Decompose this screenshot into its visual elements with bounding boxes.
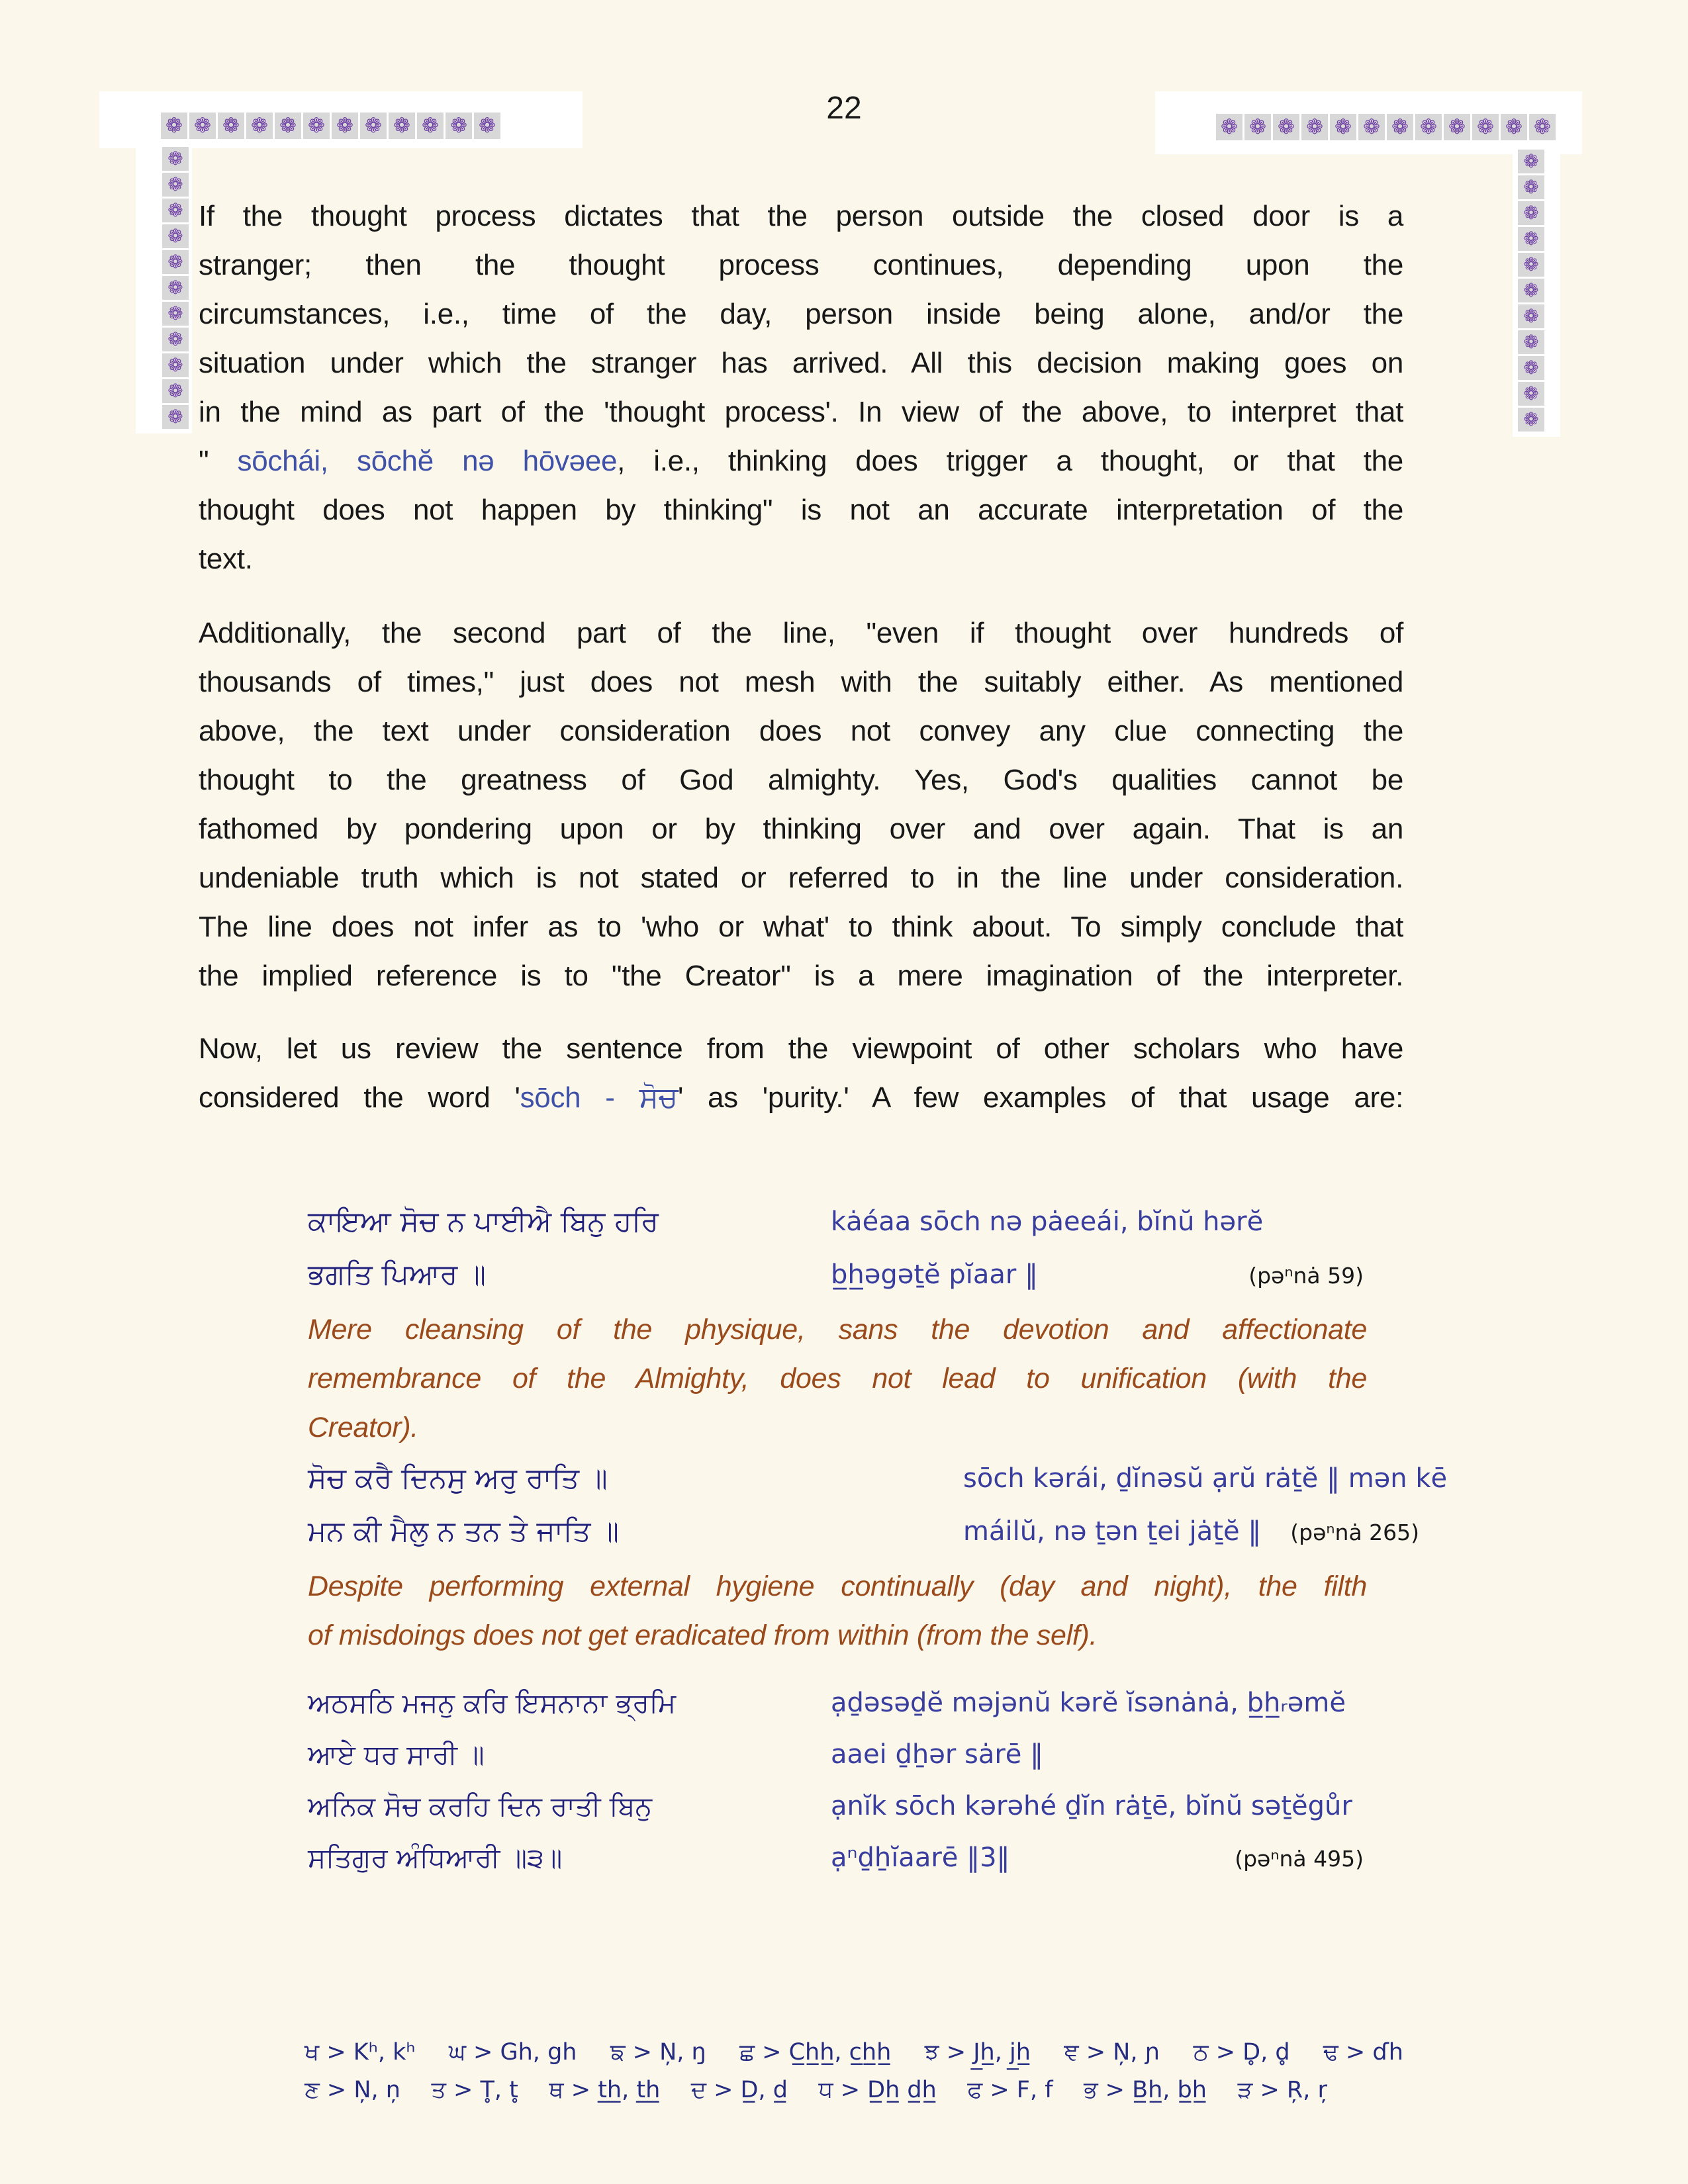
phonetic-mapping: ਞ > N̦, ɲ <box>1064 2039 1160 2066</box>
translation-line: Creator). <box>308 1412 418 1443</box>
phonetic-mapping: ਣ > N̦, n̦ <box>305 2077 400 2103</box>
phonetic-mapping: ਭ > B̲h̲, b̲h̲ <box>1084 2077 1207 2103</box>
flower-glyph: ❁ <box>450 113 467 138</box>
text-segment: above, the text under consideration does not convey any clue connecting the <box>199 715 1403 747</box>
flower-glyph: ❁ <box>1505 114 1523 139</box>
transliteration-line <box>963 1505 1420 1559</box>
flower-rosette-icon <box>1518 201 1544 225</box>
text-segment: thought does not happen by thinking" is not an accurate interpretation of the <box>199 494 1403 526</box>
text-segment: " <box>199 445 238 477</box>
text-line <box>199 437 1403 486</box>
flower-glyph: ❁ <box>1278 114 1295 139</box>
text-line <box>199 486 1403 535</box>
flower-glyph: ❁ <box>422 113 439 138</box>
flower-glyph: ❁ <box>1249 114 1266 139</box>
scripture-quote <box>308 1452 1448 1559</box>
phonetic-mapping: ਖ > Kʰ, kʰ <box>305 2039 416 2066</box>
phonetic-mapping: ੜ > R̦, r̦ <box>1237 2077 1327 2103</box>
text-line <box>199 1073 1403 1122</box>
phonetic-mapping: ਢ > ɗh <box>1323 2039 1403 2066</box>
text-line <box>199 1024 1403 1073</box>
flower-glyph: ❁ <box>165 113 183 138</box>
paragraph <box>199 1024 1403 1122</box>
text-line <box>199 339 1403 388</box>
gurmukhi-line: ਸਤਿਗੁਰ ਅੰਧਿਆਰੀ ॥੩॥ <box>308 1842 563 1874</box>
transliteration-line <box>831 1677 1403 1729</box>
flower-glyph: ❁ <box>167 354 183 376</box>
transliteration-text: ạⁿḏẖĭaarē ‖3‖ <box>831 1843 1010 1873</box>
gurmukhi-line: ਕਾਇਆ ਸੋਚ ਨ ਪਾਈਐ ਬਿਨੁ ਹਰਿ <box>308 1205 659 1238</box>
flower-rosette-icon <box>1518 150 1544 173</box>
text-line <box>199 388 1403 437</box>
flower-glyph: ❁ <box>167 225 183 247</box>
flower-glyph: ❁ <box>1523 383 1539 404</box>
transliteration-column <box>831 1677 1403 1885</box>
text-segment: thought to the greatness of God almighty. Yes, God's qualities cannot be <box>199 764 1403 796</box>
transliteration-text: kȧéaa sōch nə pȧeeái, bĭnŭ hərĕ <box>831 1206 1264 1237</box>
flower-glyph: ❁ <box>393 113 410 138</box>
text-segment: undeniable truth which is not stated or referred to in the line under consideration. <box>199 862 1403 894</box>
transliteration-line <box>831 1780 1403 1832</box>
text-segment: in the mind as part of the 'thought process'. In view of the above, to interpret that <box>199 396 1403 428</box>
phonetic-mapping: ਤ > T̥, t̥ <box>431 2077 518 2103</box>
page-number: 22 <box>826 91 862 126</box>
translation-line: of misdoings does not get eradicated from within (from the self). <box>308 1619 1098 1651</box>
text-segment: situation under which the stranger has arrived. All this decision making goes on <box>199 347 1403 379</box>
flower-rosette-icon <box>1518 382 1544 406</box>
flower-rosette-icon <box>162 328 189 351</box>
flower-glyph: ❁ <box>1523 279 1539 301</box>
translation-text <box>308 1562 1367 1660</box>
scripture-quote <box>308 1195 1403 1302</box>
translation-line: Despite performing external hygiene continually (day and night), the filth <box>308 1570 1367 1602</box>
flower-glyph: ❁ <box>1523 408 1539 430</box>
transliteration-column <box>963 1452 1448 1559</box>
phonetic-legend <box>305 2034 1403 2109</box>
phonetic-mapping: ਛ > C̲h̲h̲, c̲h̲h̲ <box>739 2039 892 2066</box>
flower-rosette-icon <box>1518 356 1544 380</box>
translation-line: Mere cleansing of the physique, sans the devotion and affectionate <box>308 1314 1367 1345</box>
highlighted-term: sōch - ਸੋਚ <box>520 1081 678 1114</box>
text-line <box>199 903 1403 952</box>
flower-glyph: ❁ <box>251 113 268 138</box>
phonetic-mapping: ਘ > Gh, gh <box>448 2039 577 2066</box>
text-segment: circumstances, i.e., time of the day, person inside being alone, and/or the <box>199 298 1403 330</box>
text-line <box>199 290 1403 339</box>
text-line <box>199 609 1403 658</box>
flower-glyph: ❁ <box>1523 357 1539 379</box>
flower-glyph: ❁ <box>167 277 183 298</box>
flower-rosette-icon <box>162 276 189 300</box>
text-line <box>199 658 1403 707</box>
transliteration-line <box>963 1452 1448 1505</box>
transliteration-column <box>831 1195 1403 1302</box>
flower-glyph: ❁ <box>365 113 382 138</box>
phonetic-mapping: ਝ > J̲h̲, j̲h̲ <box>924 2039 1031 2066</box>
gurmukhi-line: ਅਨਿਕ ਸੋਚ ਕਰਹਿ ਦਿਨ ਰਾਤੀ ਬਿਨੁ <box>308 1790 653 1822</box>
flower-glyph: ❁ <box>167 328 183 350</box>
flower-glyph: ❁ <box>1523 202 1539 224</box>
ornament-border-left <box>162 147 189 429</box>
flower-rosette-icon <box>1518 175 1544 199</box>
flower-glyph: ❁ <box>1534 114 1551 139</box>
text-line <box>199 952 1403 1001</box>
flower-glyph: ❁ <box>167 173 183 195</box>
flower-rosette-icon <box>162 224 189 248</box>
flower-glyph: ❁ <box>167 380 183 402</box>
transliteration-text: máilŭ, nə ṯən ṯei jȧṯĕ ‖ <box>963 1516 1262 1547</box>
text-segment: considered the word ' <box>199 1081 520 1114</box>
translation-text <box>308 1305 1367 1452</box>
gurmukhi-line: ਭਗਤਿ ਪਿਆਰ ॥ <box>308 1258 486 1291</box>
flower-rosette-icon <box>162 250 189 274</box>
text-segment: If the thought process dictates that the person outside the closed door is a <box>199 200 1403 232</box>
text-segment: stranger; then the thought process continues, depending upon the <box>199 249 1403 281</box>
text-segment: The line does not infer as to 'who or what' to think about. To simply conclude that <box>199 911 1403 943</box>
highlighted-term: sōchái, sōchĕ nə hōvəee <box>237 445 618 477</box>
gurmukhi-column <box>308 1452 963 1559</box>
flower-glyph: ❁ <box>1391 114 1409 139</box>
phonetic-mapping: ਠ > D̥, d̥ <box>1193 2039 1290 2066</box>
flower-rosette-icon <box>162 147 189 171</box>
flower-glyph: ❁ <box>1221 114 1238 139</box>
flower-glyph: ❁ <box>1523 150 1539 172</box>
transliteration-text: b̲h̲əgəṯĕ pĭaar ‖ <box>831 1259 1039 1290</box>
text-segment: fathomed by pondering upon or by thinking over and over again. That is an <box>199 813 1403 845</box>
flower-glyph: ❁ <box>194 113 211 138</box>
gurmukhi-line: ਆਏ ਧਰ ਸਾਰੀ ॥ <box>308 1739 485 1770</box>
transliteration-line <box>831 1195 1403 1248</box>
page-reference: (pəⁿnȧ 59) <box>1248 1263 1364 1289</box>
flower-glyph: ❁ <box>1448 114 1466 139</box>
gurmukhi-column <box>308 1195 831 1302</box>
flower-glyph: ❁ <box>279 113 297 138</box>
flower-rosette-icon <box>162 302 189 326</box>
flower-rosette-icon <box>1518 304 1544 328</box>
flower-glyph: ❁ <box>1477 114 1494 139</box>
flower-glyph: ❁ <box>336 113 353 138</box>
gurmukhi-column <box>308 1677 831 1885</box>
scripture-quote <box>308 1677 1403 1885</box>
text-line <box>199 854 1403 903</box>
flower-rosette-icon <box>162 199 189 222</box>
scripture-quotes-section <box>308 1195 1448 1885</box>
flower-rosette-icon <box>162 353 189 377</box>
text-segment: text. <box>199 543 253 575</box>
page-content <box>199 192 1448 2109</box>
flower-glyph: ❁ <box>167 251 183 273</box>
flower-rosette-icon <box>1518 227 1544 251</box>
flower-glyph: ❁ <box>1335 114 1352 139</box>
phonetic-mapping: ਦ > D̲, d̲ <box>690 2077 788 2103</box>
transliteration-line <box>831 1248 1403 1302</box>
text-line <box>199 535 1403 584</box>
phonetic-mapping: ਧ > D̲h̲ d̲h̲ <box>818 2077 937 2103</box>
flower-glyph: ❁ <box>308 113 325 138</box>
flower-glyph: ❁ <box>1523 305 1539 327</box>
flower-rosette-icon <box>1518 408 1544 432</box>
gurmukhi-line: ਸੋਚ ਕਰੈ ਦਿਨਸੁ ਅਰੁ ਰਾਤਿ ॥ <box>308 1462 608 1495</box>
flower-rosette-icon <box>162 173 189 197</box>
flower-glyph: ❁ <box>1523 331 1539 353</box>
flower-glyph: ❁ <box>479 113 496 138</box>
page-reference: (pəⁿnȧ 265) <box>1290 1520 1420 1545</box>
page-reference: (pəⁿnȧ 495) <box>1235 1846 1364 1872</box>
flower-glyph: ❁ <box>1523 176 1539 198</box>
text-segment: Additionally, the second part of the line, "even if thought over hundreds of <box>199 617 1403 649</box>
transliteration-line <box>831 1729 1403 1780</box>
flower-glyph: ❁ <box>1523 253 1539 275</box>
gurmukhi-line: ਮਨ ਕੀ ਮੈਲੁ ਨ ਤਨ ਤੇ ਜਾਤਿ ॥ <box>308 1515 619 1548</box>
flower-glyph: ❁ <box>167 199 183 221</box>
transliteration-text: ạḏəsəḏĕ məjənŭ kərĕ ĭsənȧnȧ, b̲h̲ᵣəmĕ <box>831 1688 1346 1718</box>
paragraph <box>199 192 1403 584</box>
flower-glyph: ❁ <box>1420 114 1437 139</box>
flower-rosette-icon <box>1518 279 1544 302</box>
legend-row <box>305 2071 1327 2109</box>
flower-glyph: ❁ <box>167 302 183 324</box>
text-line <box>199 707 1403 756</box>
flower-rosette-icon <box>1518 253 1544 277</box>
text-line <box>199 805 1403 854</box>
transliteration-text: ạnĭk sōch kərəhé ḏĭn rȧṯē, bĭnŭ səṯĕgůr <box>831 1791 1352 1821</box>
text-segment: thousands of times," just does not mesh with the suitably either. As mentioned <box>199 666 1403 698</box>
ornament-border-right <box>1518 150 1544 432</box>
phonetic-mapping: ਫ > F, f <box>967 2077 1053 2103</box>
flower-glyph: ❁ <box>1306 114 1323 139</box>
text-line <box>199 756 1403 805</box>
text-line <box>199 241 1403 290</box>
text-segment: , i.e., thinking does trigger a thought, or that the <box>617 445 1403 477</box>
text-segment: ' as 'purity.' A few examples of that usage are: <box>677 1081 1403 1114</box>
gurmukhi-line: ਅਠਸਠਿ ਮਜਨੁ ਕਰਿ ਇਸਨਾਨਾ ਭ੍ਰਮਿ <box>308 1687 677 1719</box>
flower-glyph: ❁ <box>1523 228 1539 250</box>
flower-glyph: ❁ <box>167 148 183 169</box>
flower-glyph: ❁ <box>1363 114 1380 139</box>
transliteration-text: sōch kərái, ḏĭnəsŭ ạrŭ rȧṯĕ ‖ mən kē <box>963 1463 1448 1494</box>
paragraph <box>199 609 1403 1001</box>
text-segment: Now, let us review the sentence from the viewpoint of other scholars who have <box>199 1032 1403 1065</box>
flower-glyph: ❁ <box>222 113 240 138</box>
flower-glyph: ❁ <box>167 406 183 428</box>
legend-row <box>305 2034 1403 2071</box>
transliteration-text: aaei ḏẖər sȧrē ‖ <box>831 1739 1044 1770</box>
translation-line: remembrance of the Almighty, does not lead to unification (with the <box>308 1363 1367 1394</box>
phonetic-mapping: ਙ > N̦, ŋ <box>610 2039 706 2066</box>
text-segment: the implied reference is to "the Creator" is a mere imagination of the interpreter. <box>199 960 1403 992</box>
phonetic-mapping: ਥ > t̲h̲, t̲h̲ <box>549 2077 661 2103</box>
flower-rosette-icon <box>1518 330 1544 354</box>
flower-rosette-icon <box>162 379 189 403</box>
flower-rosette-icon <box>162 405 189 429</box>
transliteration-line <box>831 1832 1403 1885</box>
text-line <box>199 192 1403 241</box>
